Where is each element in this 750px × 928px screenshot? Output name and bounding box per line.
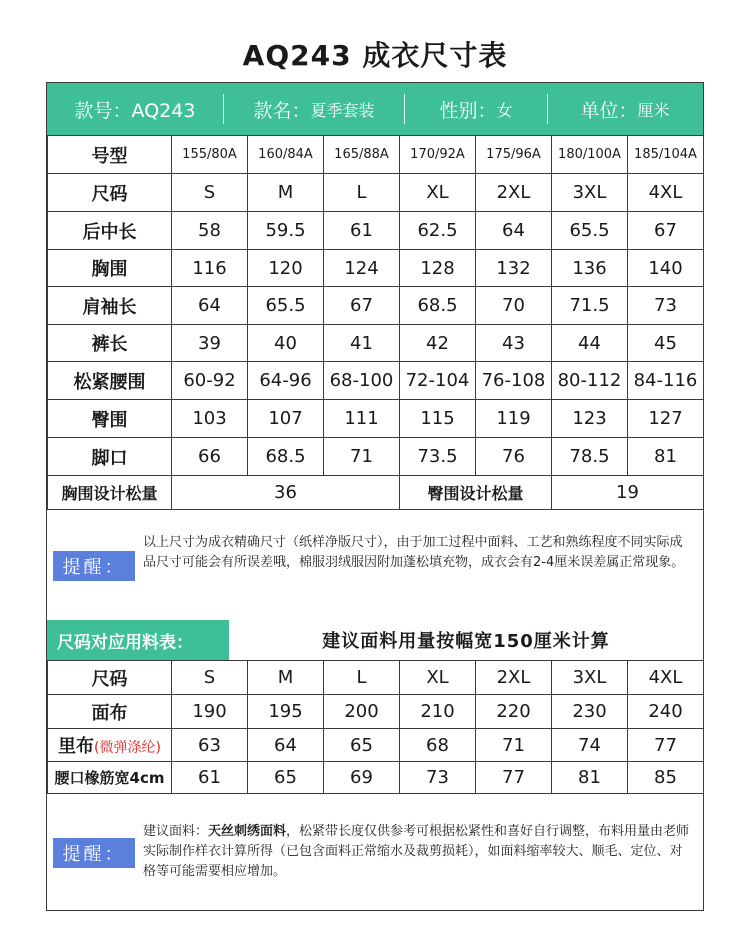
size-cell: 65.5 xyxy=(248,287,324,325)
gender-cell xyxy=(405,83,547,135)
material-title: 建议面料用量按幅宽150厘米计算 xyxy=(322,631,610,652)
material-cell: 74 xyxy=(552,729,628,762)
material-cell: 65 xyxy=(248,762,324,794)
material-row-label-text: 里布 xyxy=(58,736,95,757)
material-cell: 220 xyxy=(476,695,552,729)
chest-ease-label: 胸围设计松量 xyxy=(48,476,172,510)
size-cell: 76-108 xyxy=(476,362,552,400)
size-cell: 4XL xyxy=(628,174,704,212)
size-cell: 76 xyxy=(476,438,552,476)
reminder-text-prefix: 建议面料： xyxy=(143,824,209,839)
material-cell: 210 xyxy=(400,695,476,729)
divider xyxy=(547,94,548,124)
material-cell: 71 xyxy=(476,729,552,762)
size-cell: 44 xyxy=(552,325,628,362)
size-cell: L xyxy=(324,174,400,212)
size-cell: 165/88A xyxy=(324,136,400,174)
size-row xyxy=(48,250,704,287)
size-cell: 67 xyxy=(628,212,704,250)
size-cell: 80-112 xyxy=(552,362,628,400)
size-cell: 111 xyxy=(324,400,400,438)
style-name-label: 款名： xyxy=(253,99,311,122)
material-cell: 3XL xyxy=(552,661,628,695)
material-cell: L xyxy=(324,661,400,695)
size-cell: 116 xyxy=(172,250,248,287)
size-cell: 67 xyxy=(324,287,400,325)
material-cell: XL xyxy=(400,661,476,695)
size-cell: 160/84A xyxy=(248,136,324,174)
reminder-badge-1: 提醒： xyxy=(53,551,135,581)
size-cell: S xyxy=(172,174,248,212)
size-row xyxy=(48,136,704,174)
material-row-label xyxy=(48,762,172,794)
style-number: 款号：AQ243 xyxy=(74,99,196,122)
size-cell: 45 xyxy=(628,325,704,362)
material-row-label-text: 面布 xyxy=(91,702,128,724)
size-cell: 107 xyxy=(248,400,324,438)
size-cell: 59.5 xyxy=(248,212,324,250)
size-row xyxy=(48,400,704,438)
size-cell: 64-96 xyxy=(248,362,324,400)
size-cell: 64 xyxy=(172,287,248,325)
size-cell: 103 xyxy=(172,400,248,438)
recommended-fabric: 天丝刺绣面料 xyxy=(208,824,287,839)
size-row-label: 肩袖长 xyxy=(48,287,172,325)
size-cell: M xyxy=(248,174,324,212)
size-row-label: 尺码 xyxy=(48,174,172,212)
material-row-label-text: 腰口橡筋宽4cm xyxy=(54,769,165,787)
material-row xyxy=(48,695,704,729)
size-cell: 66 xyxy=(172,438,248,476)
size-cell: 127 xyxy=(628,400,704,438)
size-cell: 84-116 xyxy=(628,362,704,400)
size-row xyxy=(48,174,704,212)
material-row xyxy=(48,729,704,762)
size-table xyxy=(47,135,704,510)
size-cell: 170/92A xyxy=(400,136,476,174)
size-cell: 81 xyxy=(628,438,704,476)
size-cell: 68-100 xyxy=(324,362,400,400)
reminder-text-1: 以上尺寸为成衣精确尺寸（纸样净版尺寸），由于加工过程中面料、工艺和熟练程度不同实际成品尺寸可能会有所误差哦，棉服羽绒服因附加蓬松填充物，成衣会有2-4厘米误差属正常现象。 xyxy=(143,535,685,570)
size-cell: 185/104A xyxy=(628,136,704,174)
material-label: 尺码对应用料表： xyxy=(47,620,229,660)
size-cell: 128 xyxy=(400,250,476,287)
material-row-label-text: 尺码 xyxy=(91,668,128,690)
material-cell: 61 xyxy=(172,762,248,794)
material-cell: 200 xyxy=(324,695,400,729)
size-cell: 175/96A xyxy=(476,136,552,174)
material-row-label xyxy=(48,661,172,695)
unit-value: 厘米 xyxy=(637,100,670,120)
size-cell: 58 xyxy=(172,212,248,250)
size-sheet xyxy=(46,82,704,911)
size-cell: 155/80A xyxy=(172,136,248,174)
size-cell: 68.5 xyxy=(248,438,324,476)
size-row-label: 脚口 xyxy=(48,438,172,476)
reminder-box-2 xyxy=(47,792,703,910)
material-row-label xyxy=(48,729,172,762)
material-row xyxy=(48,661,704,695)
material-cell: 65 xyxy=(324,729,400,762)
size-row xyxy=(48,362,704,400)
style-name: 夏季套装 xyxy=(310,100,375,120)
material-cell: 85 xyxy=(628,762,704,794)
material-cell: 63 xyxy=(172,729,248,762)
size-row-label: 松紧腰围 xyxy=(48,362,172,400)
material-cell: 68 xyxy=(400,729,476,762)
reminder-text-2 xyxy=(143,822,695,882)
style-name-cell xyxy=(224,83,404,135)
size-row-label: 号型 xyxy=(48,136,172,174)
ease-row xyxy=(48,476,704,510)
size-cell: 70 xyxy=(476,287,552,325)
size-row xyxy=(48,287,704,325)
page-title: AQ243 成衣尺寸表 xyxy=(242,39,508,72)
size-cell: 119 xyxy=(476,400,552,438)
unit-label: 单位： xyxy=(580,99,638,122)
material-cell: 4XL xyxy=(628,661,704,695)
material-cell: 69 xyxy=(324,762,400,794)
size-row-label: 胸围 xyxy=(48,250,172,287)
size-cell: 68.5 xyxy=(400,287,476,325)
size-cell: 136 xyxy=(552,250,628,287)
material-cell: M xyxy=(248,661,324,695)
size-row xyxy=(48,438,704,476)
size-cell: 123 xyxy=(552,400,628,438)
size-cell: 43 xyxy=(476,325,552,362)
lining-note: (微弹涤纶) xyxy=(94,740,161,756)
material-row xyxy=(48,762,704,794)
material-cell: 195 xyxy=(248,695,324,729)
size-cell: 124 xyxy=(324,250,400,287)
size-cell: 78.5 xyxy=(552,438,628,476)
hip-ease-value: 19 xyxy=(552,476,704,510)
size-cell: 42 xyxy=(400,325,476,362)
size-row-label: 后中长 xyxy=(48,212,172,250)
size-row-label: 裤长 xyxy=(48,325,172,362)
size-cell: 41 xyxy=(324,325,400,362)
size-cell: 2XL xyxy=(476,174,552,212)
material-cell: 2XL xyxy=(476,661,552,695)
reminder-badge-2: 提醒： xyxy=(53,838,135,868)
material-cell: 77 xyxy=(628,729,704,762)
size-cell: 39 xyxy=(172,325,248,362)
material-cell: 81 xyxy=(552,762,628,794)
size-cell: 40 xyxy=(248,325,324,362)
material-cell: 240 xyxy=(628,695,704,729)
divider xyxy=(223,94,224,124)
material-cell: 77 xyxy=(476,762,552,794)
size-cell: 71 xyxy=(324,438,400,476)
size-row xyxy=(48,212,704,250)
size-cell: 132 xyxy=(476,250,552,287)
size-cell: 72-104 xyxy=(400,362,476,400)
divider xyxy=(404,94,405,124)
gender-label: 性别： xyxy=(439,99,497,122)
size-cell: 180/100A xyxy=(552,136,628,174)
material-cell: S xyxy=(172,661,248,695)
reminder-box-1 xyxy=(47,509,703,620)
material-cell: 73 xyxy=(400,762,476,794)
unit-cell xyxy=(548,83,702,135)
size-cell: 73.5 xyxy=(400,438,476,476)
size-cell: 115 xyxy=(400,400,476,438)
gender-value: 女 xyxy=(496,100,513,120)
material-cell: 64 xyxy=(248,729,324,762)
size-cell: 61 xyxy=(324,212,400,250)
hip-ease-label: 臀围设计松量 xyxy=(400,476,552,510)
size-cell: 62.5 xyxy=(400,212,476,250)
size-row-label: 臀围 xyxy=(48,400,172,438)
size-cell: 64 xyxy=(476,212,552,250)
info-header-bar xyxy=(47,83,703,135)
material-cell: 190 xyxy=(172,695,248,729)
size-cell: XL xyxy=(400,174,476,212)
material-row-label xyxy=(48,695,172,729)
size-cell: 140 xyxy=(628,250,704,287)
material-section-header xyxy=(47,620,703,660)
size-cell: 60-92 xyxy=(172,362,248,400)
material-table xyxy=(47,660,704,794)
material-cell: 230 xyxy=(552,695,628,729)
size-row xyxy=(48,325,704,362)
size-cell: 73 xyxy=(628,287,704,325)
chest-ease-value: 36 xyxy=(172,476,400,510)
reminder-text-rest: ，松紧带长度仅供参考可根据松紧性和喜好自行调整，布料用量由老师实际制作样衣计算所得（已包含面料正常缩水及裁剪损耗），如面料缩率较大、顺毛、定位、对格等可能需要相应增加。 xyxy=(143,824,690,879)
size-cell: 120 xyxy=(248,250,324,287)
size-cell: 71.5 xyxy=(552,287,628,325)
size-cell: 3XL xyxy=(552,174,628,212)
size-cell: 65.5 xyxy=(552,212,628,250)
